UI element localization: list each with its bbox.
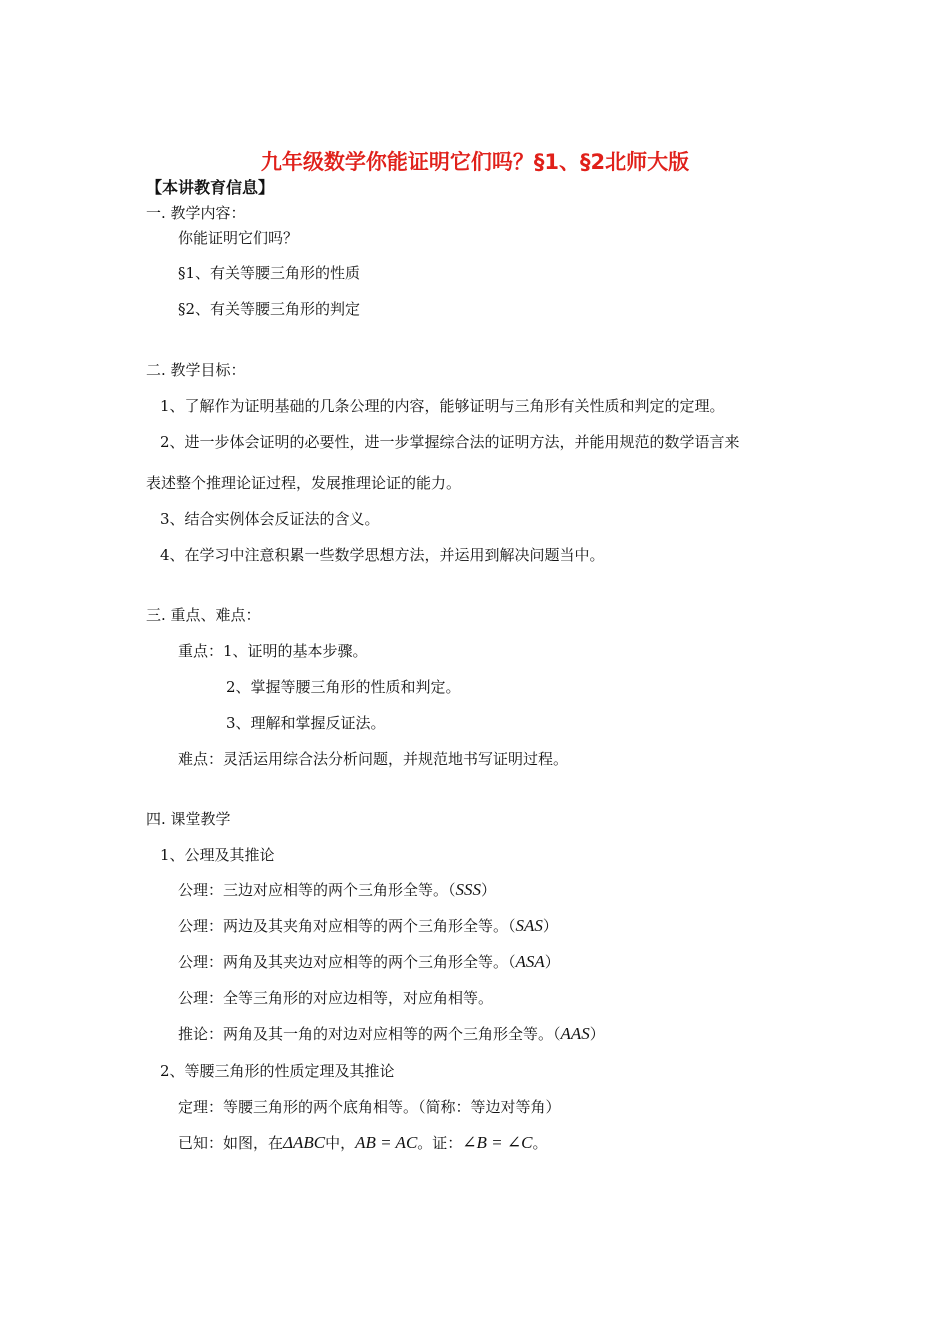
axiom-line xyxy=(178,952,560,972)
section-heading-class: 四. 课堂教学 xyxy=(146,810,231,828)
given-line xyxy=(178,1133,548,1153)
axiom-abbr: SSS xyxy=(455,880,482,899)
goal-item: 2、进一步体会证明的必要性，进一步掌握综合法的证明方法，并能用规范的数学语言来 xyxy=(160,433,740,451)
prove-conclusion: ∠B = ∠C xyxy=(462,1133,533,1152)
axiom-line xyxy=(178,880,496,900)
corollary-abbr: AAS xyxy=(560,1024,590,1043)
key-point: 重点：1、证明的基本步骤。 xyxy=(178,642,368,660)
axiom-close: ） xyxy=(542,917,558,935)
axiom-text: 公理：三边对应相等的两个三角形全等。（ xyxy=(178,881,456,899)
theorem-line: 定理：等腰三角形的两个底角相等。（简称：等边对等角） xyxy=(178,1098,561,1116)
axiom-line xyxy=(178,916,558,936)
axiom-close: ） xyxy=(481,881,497,899)
triangle-symbol: ΔABC xyxy=(283,1133,326,1152)
page-title: 九年级数学你能证明它们吗？§1、§2北师大版 xyxy=(260,150,690,174)
axiom-text: 公理：两角及其夹边对应相等的两个三角形全等。（ xyxy=(178,953,516,971)
subsection-heading: 1、公理及其推论 xyxy=(160,846,275,864)
info-banner: 【本讲教育信息】 xyxy=(146,178,275,197)
section-heading-goals: 二. 教学目标： xyxy=(146,361,246,379)
subsection-heading: 2、等腰三角形的性质定理及其推论 xyxy=(160,1062,395,1080)
goal-item: 4、在学习中注意积累一些数学思想方法，并运用到解决问题当中。 xyxy=(160,546,605,564)
content-item: §2、有关等腰三角形的判定 xyxy=(178,300,361,318)
given-prefix: 已知：如图，在 xyxy=(178,1134,284,1152)
section-heading-content: 一. 教学内容： xyxy=(146,204,246,222)
axiom-close: ） xyxy=(544,953,560,971)
key-point: 3、理解和掌握反证法。 xyxy=(226,714,386,732)
goal-item: 3、结合实例体会反证法的含义。 xyxy=(160,510,380,528)
content-item: §1、有关等腰三角形的性质 xyxy=(178,264,361,282)
given-mid: 中， xyxy=(325,1134,356,1152)
axiom-text: 公理：两边及其夹角对应相等的两个三角形全等。（ xyxy=(178,917,516,935)
given-condition: AB = AC xyxy=(355,1133,418,1152)
key-point: 2、掌握等腰三角形的性质和判定。 xyxy=(226,678,461,696)
axiom-abbr: ASA xyxy=(515,952,545,971)
section-heading-key: 三. 重点、难点： xyxy=(146,606,261,624)
corollary-close: ） xyxy=(589,1025,605,1043)
given-end: 。 xyxy=(532,1134,548,1152)
corollary-text: 推论：两角及其一角的对边对应相等的两个三角形全等。（ xyxy=(178,1025,561,1043)
corollary-line xyxy=(178,1024,605,1044)
axiom-abbr: SAS xyxy=(515,916,543,935)
axiom-line: 公理：全等三角形的对应边相等，对应角相等。 xyxy=(178,989,494,1007)
content-item: 你能证明它们吗？ xyxy=(178,229,299,247)
difficulty: 难点：灵活运用综合法分析问题，并规范地书写证明过程。 xyxy=(178,750,569,768)
prove-label: 。证： xyxy=(417,1134,463,1152)
goal-item: 1、了解作为证明基础的几条公理的内容，能够证明与三角形有关性质和判定的定理。 xyxy=(160,397,725,415)
goal-item-continued: 表述整个推理论证过程，发展推理论证的能力。 xyxy=(146,474,462,492)
